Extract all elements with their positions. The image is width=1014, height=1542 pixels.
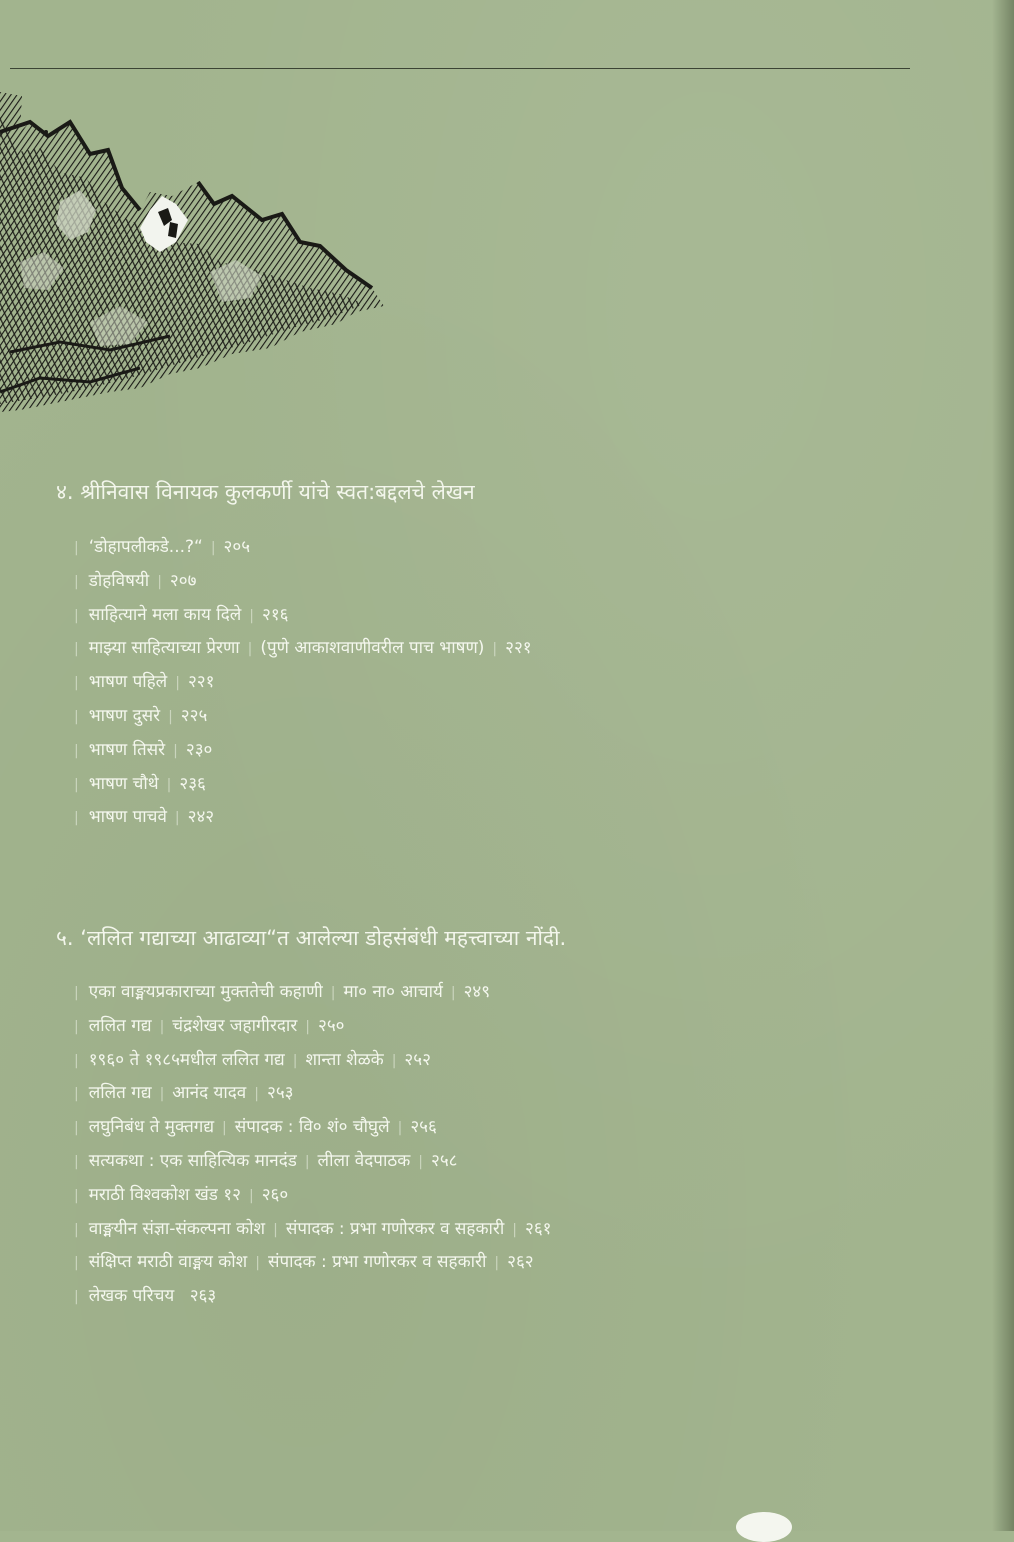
entry-bullet-bar: | [74, 1052, 79, 1069]
toc-entry [74, 1010, 552, 1044]
entry-separator: | [292, 1052, 298, 1069]
entry-title: माझ्या साहित्याच्या प्रेरणा [88, 638, 240, 659]
section-5-heading: ५. ‘ललित गद्याच्या आढाव्या“त आलेल्या डोहसंबंधी महत्त्वाच्या नोंदी. [56, 926, 567, 950]
mountain-sketch-illustration [0, 92, 390, 412]
entry-title: साहित्याने मला काय दिले [88, 604, 242, 625]
entry-separator: | [249, 607, 254, 624]
entry-separator: | [418, 1153, 423, 1170]
entry-author: चंद्रशेखर जहागीरदार [172, 1015, 298, 1036]
entry-author: लीला वेदपाठक [317, 1150, 411, 1171]
entry-bullet-bar: | [74, 675, 79, 692]
entry-separator: | [174, 810, 180, 827]
entry-title: मराठी विश्वकोश खंड १२ [88, 1184, 241, 1205]
entry-author: मा० ना० आचार्य [343, 982, 443, 1002]
entry-separator: | [166, 776, 172, 793]
entry-bullet-bar: | [74, 641, 79, 658]
entry-bullet-bar: | [74, 573, 79, 590]
entry-separator: | [210, 540, 216, 556]
entry-separator: | [305, 1018, 310, 1035]
entry-title: वाङ्मयीन संज्ञा-संकल्पना कोश [88, 1218, 266, 1239]
entry-bullet-bar: | [74, 985, 79, 1001]
entry-page-number: २६१ [524, 1218, 552, 1239]
entry-page-number: २३६ [179, 773, 206, 794]
toc-entry [74, 565, 532, 599]
entry-title: ‘डोहापलीकडे...?“ [88, 537, 203, 557]
toc-entry [74, 1213, 552, 1247]
entry-bullet-bar: | [74, 1018, 79, 1035]
entry-title: लेखक परिचय [88, 1286, 175, 1307]
entry-separator: | [173, 742, 178, 759]
entry-title: १९६० ते १९८५मधील ललित गद्य [88, 1049, 285, 1070]
entry-title: ललित गद्य [88, 1083, 152, 1104]
entry-title: भाषण चौथे [88, 773, 159, 794]
entry-separator: | [330, 985, 336, 1001]
entry-page-number: २५२ [404, 1049, 431, 1070]
entry-bullet-bar: | [74, 1187, 79, 1204]
entry-title: भाषण दुसरे [88, 705, 161, 726]
entry-bullet-bar: | [74, 1086, 79, 1103]
entry-separator: | [397, 1120, 403, 1137]
entry-bullet-bar: | [74, 540, 79, 556]
entry-page-number: २४२ [187, 807, 215, 828]
entry-author: आनंद यादव [172, 1083, 247, 1104]
entry-page-number: २०७ [169, 570, 197, 591]
entry-title: भाषण पहिले [88, 672, 168, 693]
entry-separator: | [159, 1086, 165, 1103]
toc-entry [74, 734, 532, 768]
entry-title: सत्यकथा : एक साहित्यिक मानदंड [88, 1150, 297, 1171]
page-edge-shadow [992, 0, 1014, 1531]
entry-bullet-bar: | [74, 1289, 79, 1306]
entry-page-number: २०५ [223, 537, 251, 557]
toc-entry [74, 1179, 552, 1213]
top-rule [10, 68, 910, 69]
entry-separator: | [222, 1120, 227, 1137]
entry-title: डोहविषयी [88, 570, 150, 591]
toc-entry [74, 666, 532, 700]
entry-page-number: २४९ [463, 982, 491, 1002]
entry-bullet-bar: | [74, 776, 79, 793]
entry-separator: | [450, 985, 456, 1001]
entry-separator: | [512, 1221, 517, 1238]
entry-page-number: २६२ [507, 1252, 534, 1273]
toc-entry [74, 1077, 552, 1111]
entry-page-number: २१६ [261, 604, 289, 625]
entry-page-number: २६३ [189, 1286, 217, 1307]
entry-separator: | [157, 573, 162, 590]
entry-separator: | [247, 641, 253, 658]
toc-entry [74, 1044, 552, 1078]
entry-title: भाषण तिसरे [88, 739, 166, 760]
toc-entry [74, 1246, 552, 1280]
entry-note: (पुणे आकाशवाणीवरील पाच भाषण) [260, 638, 485, 659]
toc-entry [74, 531, 532, 565]
entry-page-number: २५० [318, 1015, 345, 1036]
entry-bullet-bar: | [74, 1120, 79, 1137]
entry-title: ललित गद्य [88, 1015, 152, 1036]
section-4-heading: ४. श्रीनिवास विनायक कुलकर्णी यांचे स्वत:बद्दलचे लेखन [56, 480, 475, 504]
entry-bullet-bar: | [74, 708, 79, 725]
page-corner-mark [736, 1512, 792, 1542]
entry-page-number: २३० [185, 739, 213, 760]
entry-separator: | [304, 1153, 310, 1170]
entry-separator: | [255, 1255, 260, 1272]
entry-separator: | [494, 1255, 500, 1272]
entry-title: भाषण पाचवे [88, 807, 167, 828]
entry-page-number: २६० [261, 1184, 289, 1205]
section-4-list [74, 531, 532, 835]
toc-entry [74, 1280, 552, 1314]
entry-title: एका वाङ्मयप्रकाराच्या मुक्ततेची कहाणी [88, 982, 323, 1002]
toc-entry [74, 976, 552, 1010]
entry-bullet-bar: | [74, 810, 79, 827]
entry-author: संपादक : वि० शं० चौघुले [234, 1117, 390, 1138]
entry-separator: | [254, 1086, 259, 1103]
toc-entry [74, 768, 532, 802]
toc-entry [74, 599, 532, 633]
toc-entry [74, 801, 532, 835]
entry-author: संपादक : प्रभा गणोरकर व सहकारी [285, 1218, 505, 1239]
entry-bullet-bar: | [74, 1153, 79, 1170]
toc-entry [74, 1145, 552, 1179]
entry-page-number: २२५ [180, 705, 208, 726]
entry-title: लघुनिबंध ते मुक्तगद्य [88, 1117, 215, 1138]
entry-separator: | [168, 708, 173, 725]
section-5-list [74, 976, 552, 1314]
entry-page-number: २५८ [431, 1150, 458, 1171]
entry-bullet-bar: | [74, 1255, 79, 1272]
entry-page-number: २२१ [187, 672, 215, 693]
entry-separator: | [248, 1187, 254, 1204]
entry-author: संपादक : प्रभा गणोरकर व सहकारी [267, 1252, 487, 1273]
entry-separator: | [492, 641, 498, 658]
entry-author: शान्ता शेळके [305, 1049, 384, 1070]
entry-page-number: २५६ [410, 1117, 437, 1138]
entry-title: संक्षिप्त मराठी वाङ्मय कोश [88, 1252, 248, 1273]
entry-bullet-bar: | [74, 607, 79, 624]
entry-separator: | [273, 1221, 278, 1238]
toc-entry [74, 632, 532, 666]
entry-separator: | [391, 1052, 397, 1069]
entry-page-number: २५३ [266, 1083, 294, 1104]
toc-entry [74, 1111, 552, 1145]
entry-separator: | [159, 1018, 165, 1035]
entry-bullet-bar: | [74, 1221, 79, 1238]
entry-separator: | [175, 675, 180, 692]
entry-bullet-bar: | [74, 742, 79, 759]
toc-entry [74, 700, 532, 734]
entry-page-number: २२१ [505, 638, 532, 659]
